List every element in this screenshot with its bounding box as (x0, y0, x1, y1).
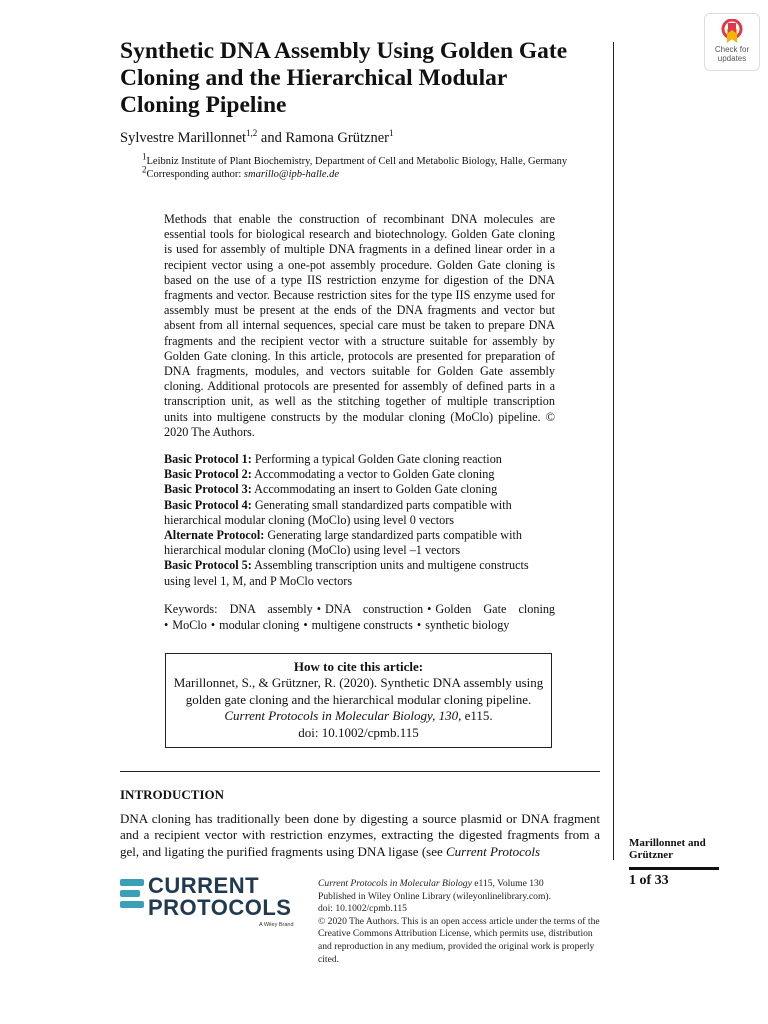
bullet-separator: • (427, 602, 432, 616)
citation-doi[interactable]: doi: 10.1002/cpmb.115 (298, 724, 419, 740)
bullet-separator: • (210, 618, 216, 632)
author-conjunction: and (257, 130, 286, 146)
check-updates-icon (721, 19, 743, 45)
running-author-label (629, 837, 729, 861)
bullet-separator: • (416, 618, 422, 632)
abstract: Methods that enable the construction of recombinant DNA molecules are essential tools for biological research and biotechnology. Golden Gate cloning is used for assembly of multiple DNA fragments in a defined linear order in a recipient vector using a one-pot assembly procedure. Golden Gate cloning is based on the use of a type IIS restriction enzyme for digestion of the DNA fragments and vector. Because restriction sites for the type IIS enzyme used for assembly must be present at the ends of the DNA fragments and vector but absent from all internal sequences, special care must be taken to prepare DNA fragments and the recipient vector with a structure suitable for assembly by Golden Gate cloning. In this article, protocols are presented for preparation of DNA fragments, modules, and vectors suitable for Golden Gate assembly cloning. Additional protocols are presented for assembly of defined parts in a transcription unit, as well as the stitching together of multiple transcription units into multigene constructs by the modular cloning (MoClo) pipeline. © 2020 The Authors. (164, 212, 555, 439)
bullet-separator: • (164, 618, 169, 632)
citation-box (165, 653, 552, 748)
protocol-label: Basic Protocol 2: (164, 467, 252, 482)
author-superscript: 1,2 (246, 128, 258, 139)
protocol-label: Basic Protocol 4: (164, 497, 252, 512)
citation-journal: Current Protocols in Molecular Biology, 130, (224, 708, 462, 724)
affiliation-1 (142, 151, 572, 168)
keyword: DNA construction (325, 602, 424, 616)
citation-article-number: e115. (461, 708, 493, 724)
author-list (120, 130, 393, 147)
author-superscript: 1 (388, 128, 394, 139)
keyword: MoClo (172, 618, 207, 632)
logo-brand: A Wiley Brand (259, 922, 294, 928)
logo-word-protocols: PROTOCOLS (148, 895, 292, 920)
protocol-label: Basic Protocol 1: (164, 452, 252, 466)
pub-license: © 2020 The Authors. This is an open access article under the terms of the Creative Commons Attribution License, which permits use, distribution and reproduction in any medium, provided the original work is properly cited. (318, 915, 600, 965)
affiliations (142, 151, 572, 181)
protocol-item (164, 467, 555, 482)
author-name: Sylvestre Marillonnet (120, 130, 247, 146)
affiliation-2 (142, 164, 572, 181)
author-name: Ramona Grützner (285, 130, 389, 146)
pub-line-library: Published in Wiley Online Library (wileyonlinelibrary.com). (318, 890, 552, 902)
intro-text-italic: Current Protocols (446, 843, 541, 859)
protocol-text: Accommodating a vector to Golden Gate cloning (251, 467, 495, 482)
running-author-line: Marillonnet and (629, 837, 706, 849)
protocol-list (164, 452, 555, 589)
citation-body: Marillonnet, S., & Grützner, R. (2020). Synthetic DNA assembly using golden gate cloning and the hierarchical modular cloning pipeline. (173, 675, 544, 707)
protocol-text: Generating large standardized parts compatible with hierarchical modular cloning (MoClo) using level –1 vectors (164, 528, 522, 558)
margin-rule (613, 42, 614, 860)
protocol-item (164, 482, 555, 497)
check-for-updates-badge[interactable] (704, 13, 760, 71)
current-protocols-logo (120, 875, 300, 930)
protocol-item (164, 452, 555, 467)
intro-text: DNA cloning has traditionally been done by digesting a source plasmid or DNA fragment and a recipient vector with restriction enzymes, extracting the digested fragments from a gel, and ligating the purified fragments using DNA ligase (see (120, 811, 600, 859)
page-number: 1 of 33 (629, 873, 669, 888)
sidebar-rule (629, 867, 719, 870)
citation-title: How to cite this article: (293, 659, 424, 674)
protocol-item (164, 558, 555, 588)
keyword: synthetic biology (425, 618, 510, 632)
corresponding-email[interactable]: smarillo@ipb-halle.de (243, 169, 340, 180)
protocol-text: Performing a typical Golden Gate cloning reaction (251, 452, 502, 466)
protocol-text: Accommodating an insert to Golden Gate cloning (251, 482, 498, 497)
protocol-text: Generating small standardized parts compatible with hierarchical modular cloning (MoClo) using level 0 vectors (164, 497, 512, 527)
article-title: Synthetic DNA Assembly Using Golden Gate Cloning and the Hierarchical Modular Cloning Pipeline (120, 38, 568, 118)
bullet-separator: • (303, 618, 308, 632)
pub-doi[interactable]: doi: 10.1002/cpmb.115 (318, 903, 407, 915)
keywords-label: Keywords: (164, 602, 218, 616)
citation-text (166, 675, 551, 724)
bullet-separator: • (316, 602, 322, 616)
protocol-item (164, 528, 555, 558)
affiliation-text: Leibniz Institute of Plant Biochemistry, Department of Cell and Metabolic Biology, Halle, Germany (146, 156, 568, 167)
protocol-item (164, 498, 555, 528)
keywords (164, 601, 555, 633)
badge-line-2: updates (717, 53, 747, 63)
running-author-line: Grützner (629, 849, 673, 861)
affiliation-superscript: 1 (142, 151, 147, 162)
protocol-label: Alternate Protocol: (164, 528, 265, 543)
keyword: modular cloning (219, 618, 300, 632)
badge-line-1: Check for (714, 45, 750, 54)
logo-word-current: CURRENT (148, 873, 260, 898)
section-divider (120, 771, 600, 772)
keyword: Golden Gate cloning (435, 602, 556, 616)
protocol-text: Assembling transcription units and multigene constructs using level 1, M, and P MoClo vectors (164, 558, 529, 588)
pub-journal: Current Protocols in Molecular Biology (318, 878, 472, 889)
protocol-label: Basic Protocol 3: (164, 482, 252, 497)
corresponding-label: Corresponding author: (146, 169, 244, 180)
check-updates-label (705, 46, 759, 63)
logo-mark-icon (120, 879, 144, 912)
protocol-label: Basic Protocol 5: (164, 558, 252, 573)
intro-paragraph (120, 811, 600, 860)
keyword: multigene constructs (311, 618, 413, 632)
keyword: DNA assembly (229, 602, 313, 616)
section-heading: INTRODUCTION (120, 787, 225, 802)
pub-volume: e115, Volume 130 (471, 878, 544, 889)
affiliation-superscript: 2 (142, 164, 147, 175)
pub-line-journal (318, 878, 608, 891)
publication-info (318, 878, 608, 966)
